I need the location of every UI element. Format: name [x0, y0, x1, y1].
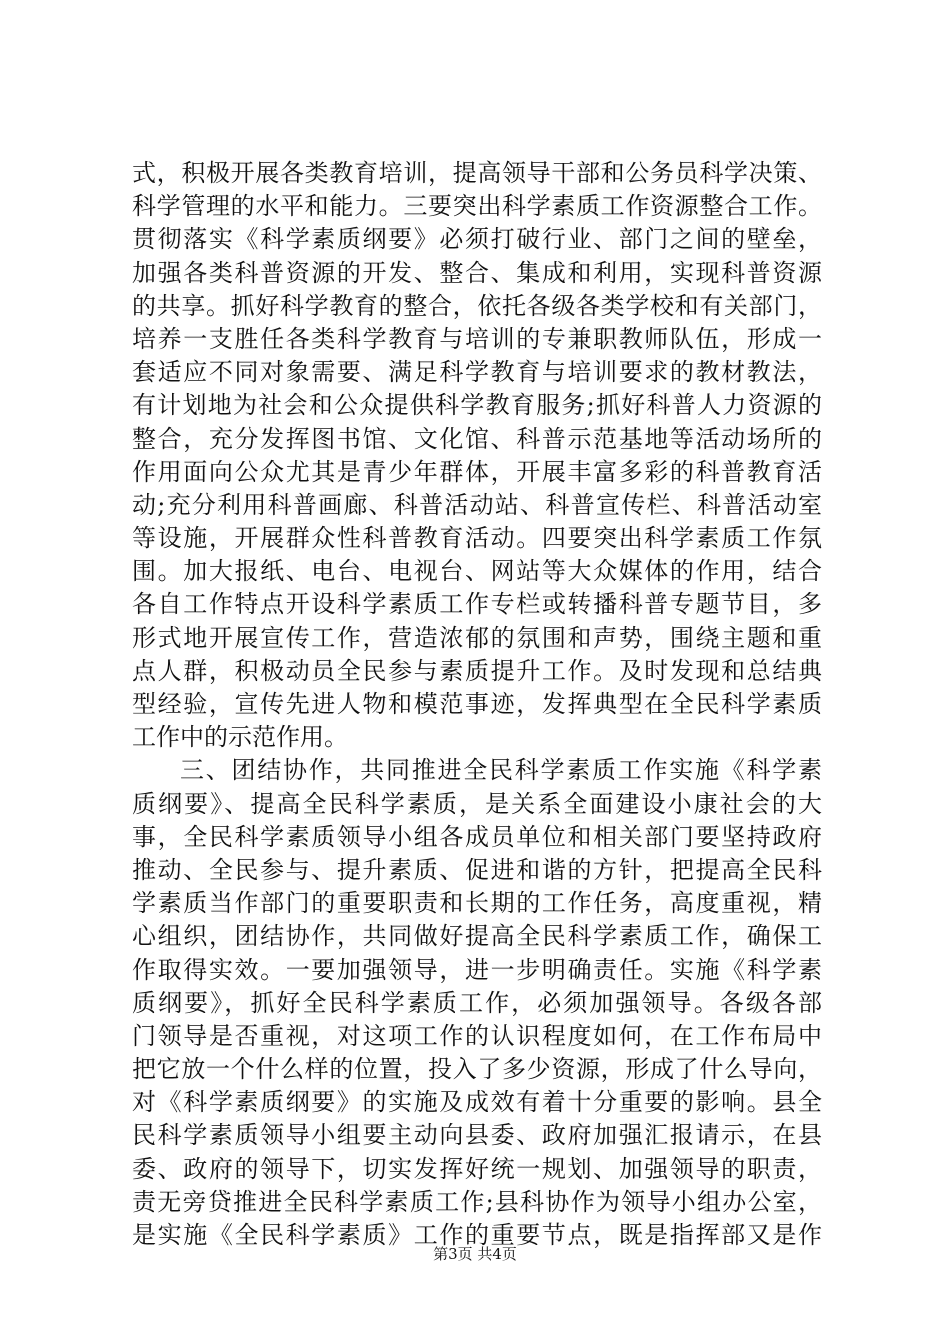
text-line: 质纲要》、提高全民科学素质，是关系全面建设小康社会的大: [132, 789, 822, 818]
text-line: 事，全民科学素质领导小组各成员单位和相关部门要坚持政府: [132, 822, 822, 851]
text-line: 把它放一个什么样的位置，投入了多少资源，形成了什么导向，: [132, 1055, 822, 1084]
text-line: 作取得实效。一要加强领导，进一步明确责任。实施《科学素: [132, 955, 822, 984]
text-line-paragraph-end: 工作中的示范作用。: [132, 723, 348, 752]
text-line: 推动、全民参与、提升素质、促进和谐的方针，把提高全民科: [132, 855, 822, 884]
text-line: 型经验，宣传先进人物和模范事迹，发挥典型在全民科学素质: [132, 690, 822, 718]
text-line: 套适应不同对象需要、满足科学教育与培训要求的教材教法，: [132, 358, 822, 387]
text-line: 民科学素质领导小组要主动向县委、政府加强汇报请示，在县: [132, 1121, 822, 1150]
text-line: 贯彻落实《科学素质纲要》必须打破行业、部门之间的壁垒，: [132, 225, 822, 254]
text-line-paragraph-start: 三、团结协作，共同推进全民科学素质工作实施《科学素: [180, 756, 822, 785]
text-line: 整合，充分发挥图书馆、文化馆、科普示范基地等活动场所的: [132, 424, 822, 453]
text-line: 责无旁贷推进全民科学素质工作;县科协作为领导小组办公室，: [132, 1187, 822, 1216]
text-line: 等设施，开展群众性科普教育活动。四要突出科学素质工作氛: [132, 524, 822, 553]
text-line: 点人群，积极动员全民参与素质提升工作。及时发现和总结典: [132, 656, 822, 685]
text-line: 作用面向公众尤其是青少年群体，开展丰富多彩的科普教育活: [132, 457, 822, 486]
text-line: 是实施《全民科学素质》工作的重要节点，既是指挥部又是作: [132, 1221, 822, 1249]
text-line: 学素质当作部门的重要职责和长期的工作任务，高度重视，精: [132, 889, 822, 918]
text-line: 对《科学素质纲要》的实施及成效有着十分重要的影响。县全: [132, 1088, 822, 1117]
text-line: 加强各类科普资源的开发、整合、集成和利用，实现科普资源: [132, 258, 822, 287]
text-line: 有计划地为社会和公众提供科学教育服务;抓好科普人力资源的: [132, 391, 822, 420]
text-line: 各自工作特点开设科学素质工作专栏或转播科普专题节目，多: [132, 590, 822, 619]
text-line: 门领导是否重视，对这项工作的认识程度如何，在工作布局中: [132, 1021, 822, 1050]
text-line: 动;充分利用科普画廊、科普活动站、科普宣传栏、科普活动室: [132, 490, 822, 519]
text-line: 培养一支胜任各类科学教育与培训的专兼职教师队伍，形成一: [132, 324, 822, 353]
text-line: 委、政府的领导下，切实发挥好统一规划、加强领导的职责，: [132, 1154, 822, 1183]
text-line: 的共享。抓好科学教育的整合，依托各级各类学校和有关部门，: [132, 291, 822, 320]
body-text: [132, 157, 822, 1252]
text-line: 科学管理的水平和能力。三要突出科学素质工作资源整合工作。: [132, 192, 822, 221]
text-line: 质纲要》，抓好全民科学素质工作，必须加强领导。各级各部: [132, 988, 822, 1017]
text-line: 式，积极开展各类教育培训，提高领导干部和公务员科学决策、: [132, 159, 822, 187]
page-number-footer: 第3页 共4页: [433, 1245, 517, 1263]
text-line: 围。加大报纸、电台、电视台、网站等大众媒体的作用，结合: [132, 557, 822, 586]
text-line: 心组织，团结协作，共同做好提高全民科学素质工作，确保工: [132, 922, 822, 951]
text-line: 形式地开展宣传工作，营造浓郁的氛围和声势，围绕主题和重: [132, 623, 822, 652]
